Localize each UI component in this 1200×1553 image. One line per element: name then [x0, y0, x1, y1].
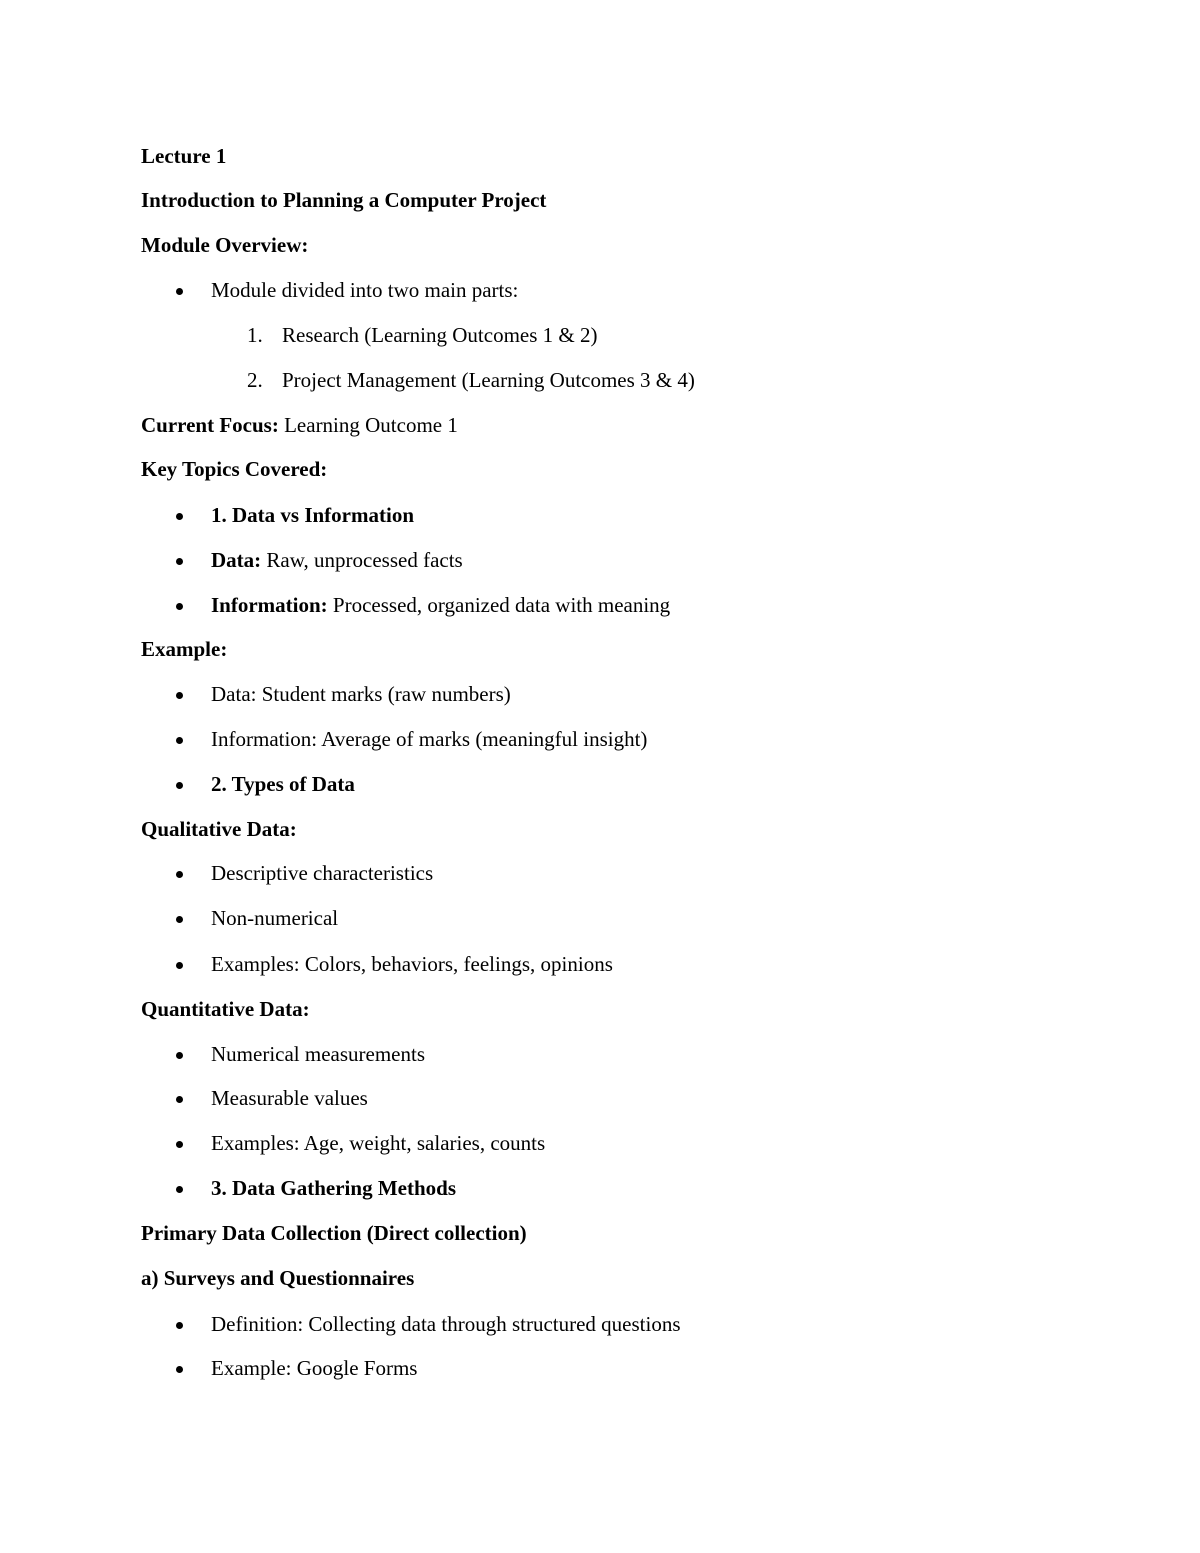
- primary-subheading: a) Surveys and Questionnaires: [141, 1266, 415, 1290]
- quantitative-item: Examples: Age, weight, salaries, counts: [211, 1131, 546, 1155]
- bullet-icon: [176, 1366, 183, 1373]
- topic2-title: 2. Types of Data: [211, 772, 355, 796]
- topic1-info-line: [211, 595, 670, 616]
- data-label: Data:: [211, 548, 262, 572]
- lecture-title: Lecture 1: [141, 144, 227, 168]
- bullet-icon: [176, 962, 183, 969]
- bullet-icon: [176, 1322, 183, 1329]
- bullet-icon: [176, 1186, 183, 1193]
- bullet-icon: [176, 1141, 183, 1148]
- qualitative-item: Descriptive characteristics: [211, 861, 434, 885]
- part-text: Project Management (Learning Outcomes 3 & 4): [282, 368, 695, 392]
- part-number: 1.: [247, 323, 263, 347]
- quantitative-item: Measurable values: [211, 1086, 368, 1110]
- qualitative-item: Non-numerical: [211, 906, 339, 930]
- part-number: 2.: [247, 368, 263, 392]
- bullet-icon: [176, 558, 183, 565]
- bullet-icon: [176, 737, 183, 744]
- part-text: Research (Learning Outcomes 1 & 2): [282, 323, 598, 347]
- info-label: Information:: [211, 593, 328, 617]
- bullet-icon: [176, 288, 183, 295]
- primary-item: Definition: Collecting data through structured questions: [211, 1312, 681, 1336]
- quantitative-heading: Quantitative Data:: [141, 997, 310, 1021]
- example-item: Information: Average of marks (meaningful insight): [211, 727, 648, 751]
- current-focus-label: Current Focus:: [141, 413, 279, 437]
- bullet-icon: [176, 603, 183, 610]
- bullet-icon: [176, 782, 183, 789]
- bullet-icon: [176, 1096, 183, 1103]
- info-text: Processed, organized data with meaning: [327, 593, 671, 617]
- quantitative-item: Numerical measurements: [211, 1042, 425, 1066]
- qualitative-item: Examples: Colors, behaviors, feelings, opinions: [211, 952, 613, 976]
- topic1-title: 1. Data vs Information: [211, 503, 414, 527]
- bullet-icon: [176, 916, 183, 923]
- bullet-icon: [176, 871, 183, 878]
- bullet-icon: [176, 1052, 183, 1059]
- bullet-icon: [176, 513, 183, 520]
- example-heading: Example:: [141, 637, 228, 661]
- qualitative-heading: Qualitative Data:: [141, 817, 297, 841]
- example-item: Data: Student marks (raw numbers): [211, 682, 511, 706]
- bullet-icon: [176, 692, 183, 699]
- primary-heading: Primary Data Collection (Direct collection): [141, 1221, 527, 1245]
- key-topics-heading: Key Topics Covered:: [141, 457, 328, 481]
- primary-item: Example: Google Forms: [211, 1356, 418, 1380]
- current-focus-value: Learning Outcome 1: [278, 413, 458, 437]
- module-bullet-text: Module divided into two main parts:: [211, 278, 519, 302]
- topic3-title: 3. Data Gathering Methods: [211, 1176, 456, 1200]
- current-focus: [141, 415, 458, 436]
- data-text: Raw, unprocessed facts: [261, 548, 463, 572]
- topic1-data-line: [211, 550, 463, 571]
- course-title: Introduction to Planning a Computer Project: [141, 188, 547, 212]
- module-overview-heading: Module Overview:: [141, 233, 309, 257]
